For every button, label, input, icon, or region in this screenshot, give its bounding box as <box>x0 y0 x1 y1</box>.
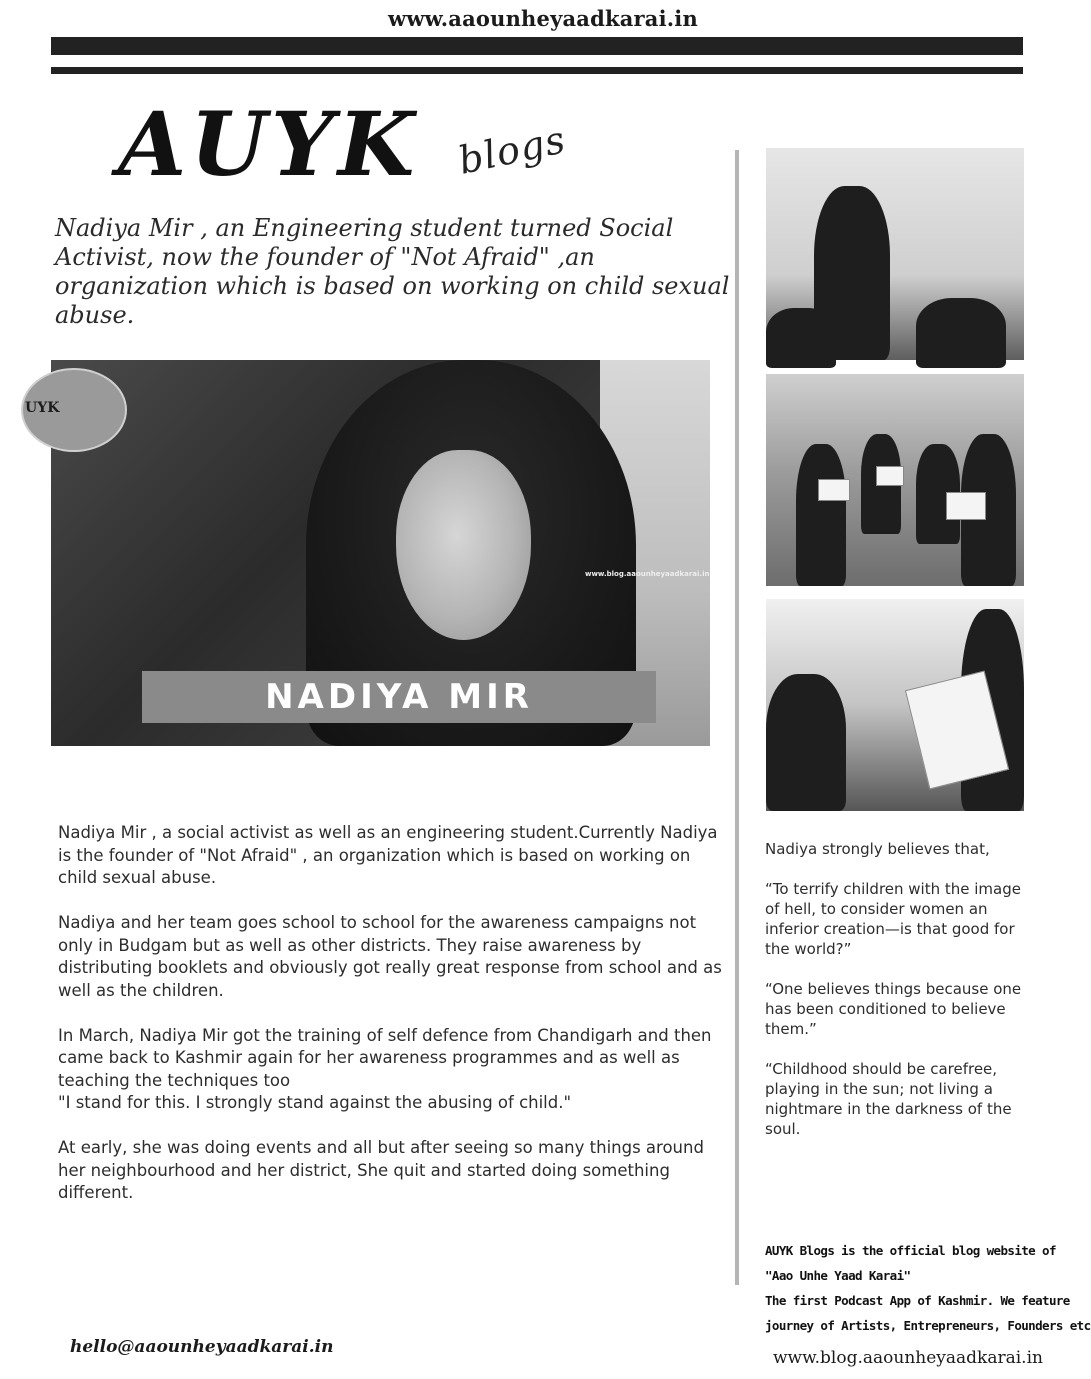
hero-watermark: www.blog.aaounheyaadkarai.in <box>585 570 710 578</box>
sidebar-quote: “One believes things because one has been conditioned to believe them.” <box>765 980 1022 1038</box>
blog-url[interactable]: www.blog.aaounheyaadkarai.in <box>773 1348 1043 1368</box>
auyk-logo-subtitle: blogs <box>454 117 570 183</box>
about-line: AUYK Blogs is the official blog website of <box>765 1243 1056 1258</box>
photo-figure-audience <box>916 298 1006 368</box>
article-paragraph: Nadiya and her team goes school to school for the awareness campaigns not only in Budgam but as well as other districts. They raise awareness by distributing booklets and obviously got really great response from school and as well as the children. <box>58 913 722 1000</box>
article-body <box>58 822 724 1227</box>
article-paragraph: Nadiya Mir , a social activist as well as an engineering student.Currently Nadiya is the founder of "Not Afraid" , an organization which is based on working on child sexual abuse. <box>58 823 718 887</box>
article-quote: "I stand for this. I strongly stand against the abusing of child." <box>58 1093 572 1112</box>
auyk-logo: AUYK <box>118 92 419 196</box>
photo-poster <box>876 466 904 486</box>
contact-email[interactable]: hello@aaounheyaadkarai.in <box>70 1337 334 1357</box>
article-paragraph: At early, she was doing events and all but after seeing so many things around her neighbourhood and her district, She quit and started doing something different. <box>58 1138 704 1202</box>
hero-logo-badge-text: UYK <box>25 400 60 416</box>
site-url[interactable]: www.aaounheyaadkarai.in <box>388 6 698 31</box>
about-line: journey of Artists, Entrepreneurs, Founders etc <box>765 1318 1091 1333</box>
hero-subject-face <box>396 450 531 640</box>
photo-classroom-talk <box>766 148 1024 360</box>
name-banner: NADIYA MIR <box>142 671 656 723</box>
photo-booklet-distribution <box>766 599 1024 811</box>
photo-figure-audience <box>766 308 836 368</box>
about-line: The first Podcast App of Kashmir. We feature <box>765 1293 1070 1308</box>
photo-figure-student <box>766 674 846 811</box>
article-headline: Nadiya Mir , an Engineering student turned Social Activist, now the founder of "Not Afraid" ,an organization which is based on working on child sexual abuse. <box>55 214 730 329</box>
sidebar-quote: “To terrify children with the image of hell, to consider women an inferior creation—is that good for the world?” <box>765 880 1021 958</box>
photo-poster <box>946 492 986 520</box>
column-divider <box>735 150 739 1285</box>
hero-logo-badge <box>21 368 127 452</box>
header-divider-thin <box>51 67 1023 74</box>
photo-poster <box>818 479 850 501</box>
sidebar-quotes <box>765 839 1033 1159</box>
about-blurb <box>765 1238 1091 1338</box>
about-line: "Aao Unhe Yaad Karai" <box>765 1268 911 1283</box>
header-divider-thick <box>51 37 1023 55</box>
article-paragraph: In March, Nadiya Mir got the training of self defence from Chandigarh and then came back to Kashmir again for her awareness programmes and as well as teaching the techniques too <box>58 1025 712 1090</box>
sidebar-intro: Nadiya strongly believes that, <box>765 840 990 858</box>
hero-portrait-photo <box>25 360 710 746</box>
sidebar-quote: “Childhood should be carefree, playing in the sun; not living a nightmare in the darkness of the soul. <box>765 1060 1012 1138</box>
photo-figure-student <box>796 444 846 586</box>
photo-students-holding-posters <box>766 374 1024 586</box>
